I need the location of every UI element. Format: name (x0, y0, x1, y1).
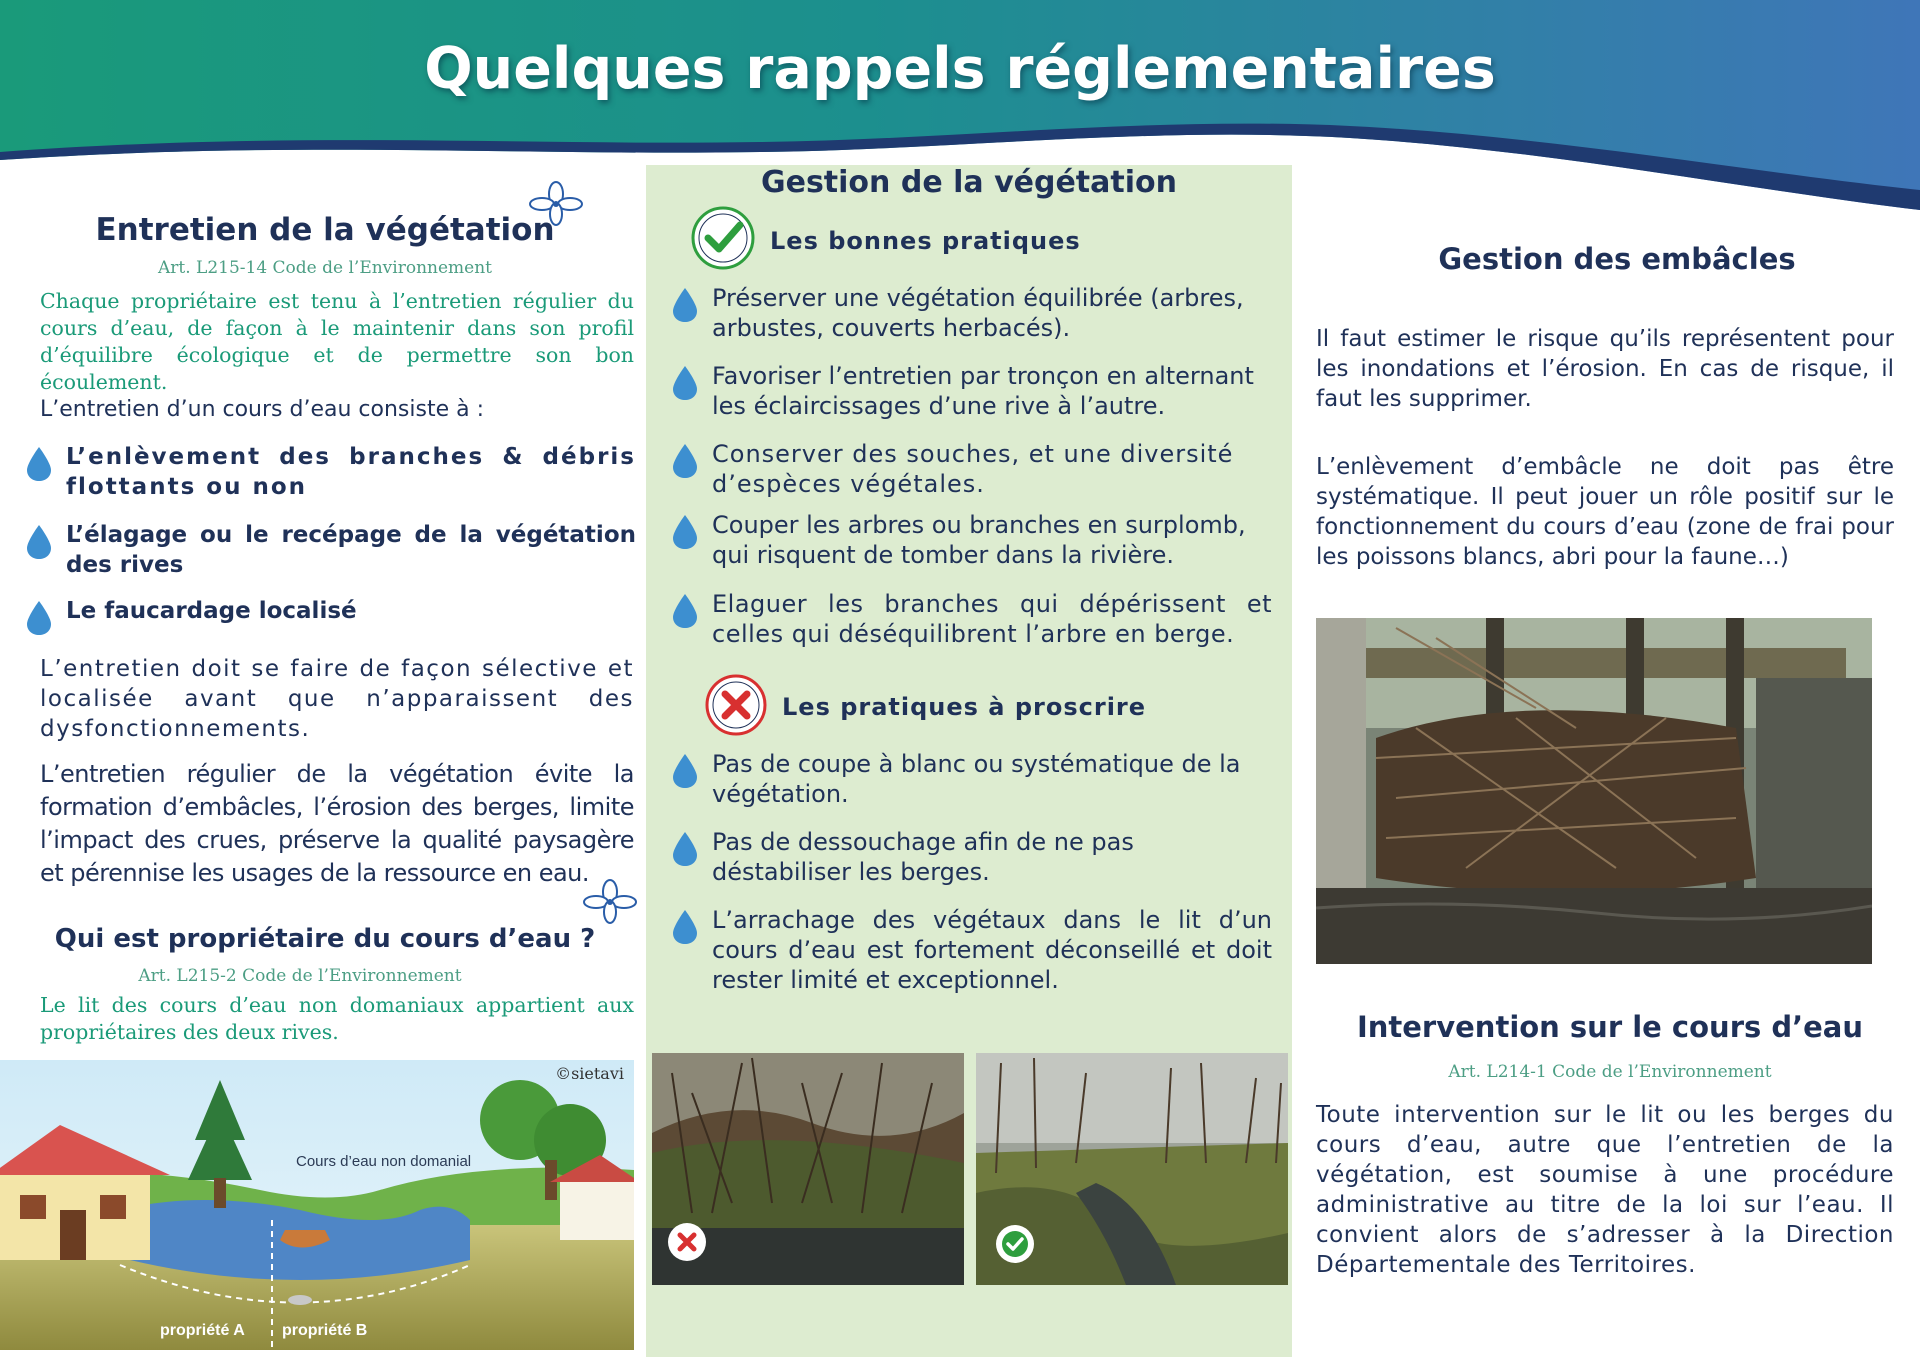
article-reference: Art. L215-14 Code de l’Environnement (157, 258, 492, 278)
embacles-role-text: L’enlèvement d’embâcle ne doit pas être systématique. Il peut jouer un rôle positif sur le fonctionnement du cours d’eau (zone de frai pour les poissons blancs, abri pour la faune…) (1316, 454, 1894, 570)
bad-item-text: L’arrachage des végétaux dans le lit d’un cours d’eau est fortement déconseillé et doit rester limité et exceptionnel. (712, 906, 1272, 994)
check-icon (996, 1225, 1034, 1263)
maintenance-item-text: L’élagage ou le recépage de la végétation des rives (66, 522, 636, 578)
water-drop-icon (672, 909, 698, 945)
water-drop-icon (672, 443, 698, 479)
water-drop-icon (672, 365, 698, 401)
intro-text: Chaque propriétaire est tenu à l’entretien régulier du cours d’eau, de façon à le maintenir dans son profil d’équilibre écologique et de permettre son bon écoulement. (40, 289, 634, 394)
middle-title: Gestion de la végétation (760, 165, 1177, 200)
page-title: Quelques rappels réglementaires (424, 36, 1496, 102)
river-ownership-illustration (0, 1060, 634, 1350)
good-item-text: Couper les arbres ou branches en surplomb, qui risquent de tomber dans la rivière. (712, 511, 1246, 569)
owner-a-label: propriété A (160, 1322, 245, 1339)
article-reference: Art. L214-1 Code de l’Environnement (1448, 1062, 1772, 1082)
water-drop-icon (26, 446, 52, 482)
list-item (672, 827, 1272, 887)
photo-good-practice (976, 1053, 1288, 1285)
list-item (672, 510, 1272, 570)
list-item (26, 596, 636, 636)
selective-maintenance-text: L’entretien doit se faire de façon sélective et localisée avant que n’apparaissent des dysfonctionnements. (40, 656, 634, 742)
section-title-entretien: Entretien de la végétation (95, 212, 555, 248)
list-item (672, 589, 1272, 649)
list-item (672, 439, 1272, 499)
maintenance-item-text: Le faucardage localisé (66, 598, 357, 624)
water-drop-icon (672, 831, 698, 867)
water-drop-icon (672, 287, 698, 323)
section-title-embacles: Gestion des embâcles (1438, 242, 1796, 276)
article-reference: Art. L215-2 Code de l’Environnement (138, 966, 462, 986)
water-drop-icon (672, 593, 698, 629)
bad-item-text: Pas de dessouchage afin de ne pas déstabiliser les berges. (712, 828, 1134, 886)
list-item (26, 520, 636, 580)
water-drop-icon (26, 600, 52, 636)
list-item (672, 905, 1272, 995)
good-practices-heading: Les bonnes pratiques (770, 227, 1081, 255)
owner-text: Le lit des cours d’eau non domaniaux appartient aux propriétaires des deux rives. (40, 993, 634, 1044)
cross-icon (668, 1223, 706, 1261)
water-drop-icon (672, 753, 698, 789)
right-column (1292, 200, 1920, 1357)
flower-icon (580, 878, 640, 928)
good-item-text: Favoriser l’entretien par tronçon en alternant les éclaircissages d’une rive à l’autre. (712, 362, 1254, 420)
good-item-text: Conserver des souches, et une diversité d’espèces végétales. (712, 440, 1234, 498)
section-title-intervention: Intervention sur le cours d’eau (1356, 1010, 1864, 1044)
good-item-text: Elaguer les branches qui dépérissent et celles qui déséquilibrent l’arbre en berge. (712, 590, 1272, 648)
middle-column (646, 165, 1292, 1357)
consists-text: L’entretien d’un cours d’eau consiste à : (40, 397, 484, 422)
good-item-text: Préserver une végétation équilibrée (arbres, arbustes, couverts herbacés). (712, 284, 1244, 342)
copyright-text: ©sietavi (555, 1064, 624, 1083)
photo-bad-practice (652, 1053, 964, 1285)
check-badge-icon (690, 205, 756, 271)
section-title-owner: Qui est propriétaire du cours d’eau ? (54, 924, 596, 954)
bad-practices-heading: Les pratiques à proscrire (782, 693, 1147, 721)
embacles-risk-text: Il faut estimer le risque qu’ils représentent pour les inondations et l’érosion. En cas de risque, il faut les supprimer. (1316, 326, 1894, 412)
water-drop-icon (26, 524, 52, 560)
list-item (26, 442, 636, 502)
list-item (672, 749, 1272, 809)
maintenance-item-text: L’enlèvement des branches & débris flottants ou non (66, 444, 636, 500)
benefits-text: L’entretien régulier de la végétation évite la formation d’embâcles, l’érosion des berges, limite l’impact des crues, préserve la qualité paysagère et pérennise les usages de la ressource en eau. (40, 760, 634, 887)
left-column (0, 180, 646, 1357)
list-item (672, 283, 1272, 343)
photo-embacle (1316, 618, 1872, 964)
cross-badge-icon (704, 673, 768, 737)
water-drop-icon (672, 514, 698, 550)
owner-b-label: propriété B (282, 1322, 368, 1339)
intervention-text: Toute intervention sur le lit ou les berges du cours d’eau, autre que l’entretien de la végétation, est soumise à une procédure administrative au titre de la loi sur l’eau. Il convient alors de s’adresser à la Direction Départementale des Territoires. (1316, 1102, 1894, 1278)
list-item (672, 361, 1272, 421)
river-label: Cours d’eau non domanial (296, 1153, 472, 1170)
bad-item-text: Pas de coupe à blanc ou systématique de la végétation. (712, 750, 1241, 808)
